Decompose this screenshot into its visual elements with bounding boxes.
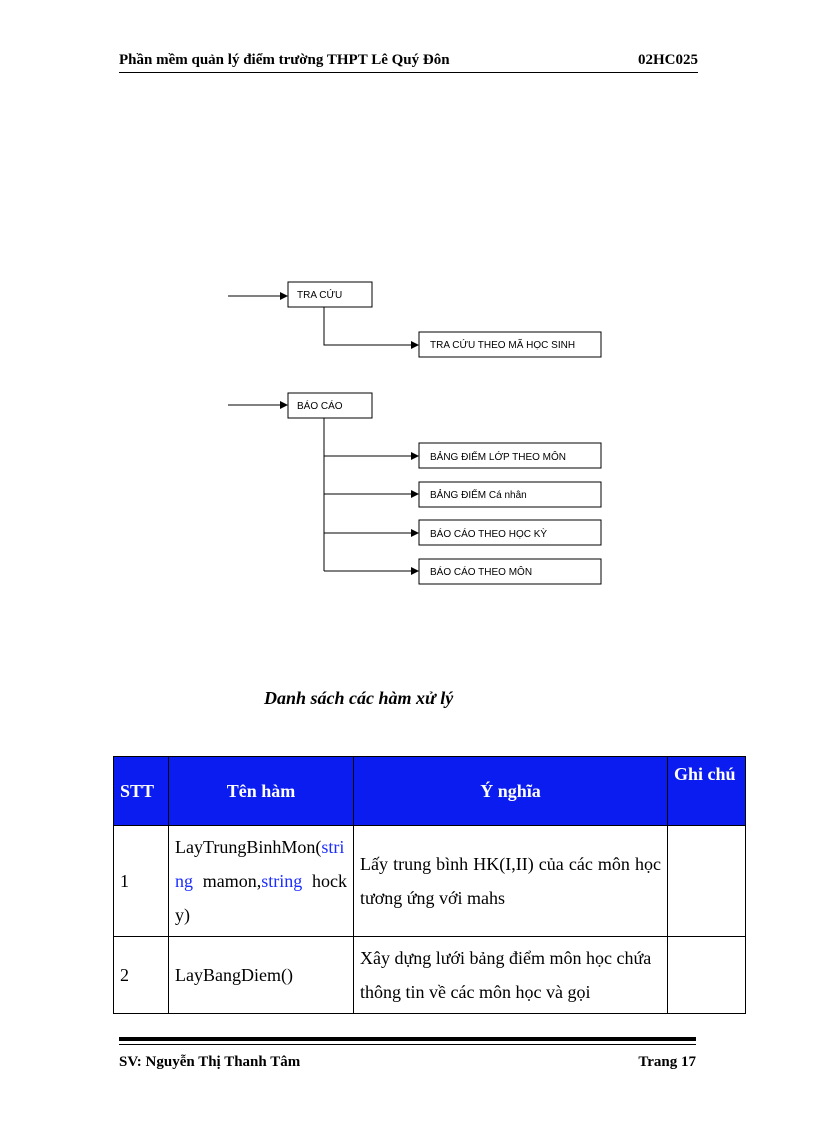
function-name-part: mamon, (193, 871, 262, 891)
bao-cao-child-label-3: BÁO CÁO THEO HỌC KỲ (430, 529, 548, 540)
footer-rule-thick (119, 1037, 696, 1041)
document-code: 02HC025 (638, 52, 698, 68)
bao-cao-child-label-4: BÁO CÁO THEO MÔN (430, 567, 533, 578)
row-note (668, 826, 746, 937)
bao-cao-child-label-2: BẢNG ĐIỂM Cá nhân (430, 490, 527, 501)
page-number: Trang 17 (638, 1054, 696, 1070)
functions-table (113, 756, 746, 1014)
table-header-row (114, 757, 746, 826)
row-note (668, 937, 746, 1014)
row-stt: 1 (114, 826, 169, 937)
bao-cao-label: BÁO CÁO (297, 401, 343, 412)
function-name-part: hocky) (175, 871, 347, 925)
type-keyword: string (175, 837, 345, 891)
author-name: SV: Nguyễn Thị Thanh Tâm (119, 1054, 301, 1070)
row-meaning: Xây dựng lưới bảng điểm môn học chứa thông tin về các môn học và gọi (354, 937, 668, 1014)
row-stt: 2 (114, 937, 169, 1014)
column-header-stt: STT (114, 757, 169, 826)
table-row (114, 826, 746, 937)
row-function-name (169, 826, 354, 937)
tra-cuu-child-label: TRA CỨU THEO MÃ HỌC SINH (430, 340, 576, 351)
page-footer (119, 1054, 696, 1074)
row-meaning: Lấy trung bình HK(I,II) của các môn học tương ứng với mahs (354, 826, 668, 937)
tra-cuu-label: TRA CỨU (297, 290, 343, 301)
document-title: Phần mềm quản lý điểm trường THPT Lê Quý Đôn (119, 52, 450, 68)
table-caption: Danh sách các hàm xử lý (264, 688, 454, 708)
column-header-name: Tên hàm (169, 757, 354, 826)
footer-rule-thin (119, 1044, 696, 1045)
type-keyword: string (261, 871, 303, 891)
bao-cao-child-label-1: BẢNG ĐIỂM LỚP THEO MÔN (430, 452, 567, 463)
column-header-meaning: Ý nghĩa (354, 757, 668, 826)
table-row (114, 937, 746, 1014)
column-header-note: Ghi chú (668, 757, 746, 826)
tra-cuu-connector (324, 307, 418, 345)
row-function-name: LayBangDiem() (169, 937, 354, 1014)
function-name-part: LayTrungBinhMon( (175, 837, 322, 857)
